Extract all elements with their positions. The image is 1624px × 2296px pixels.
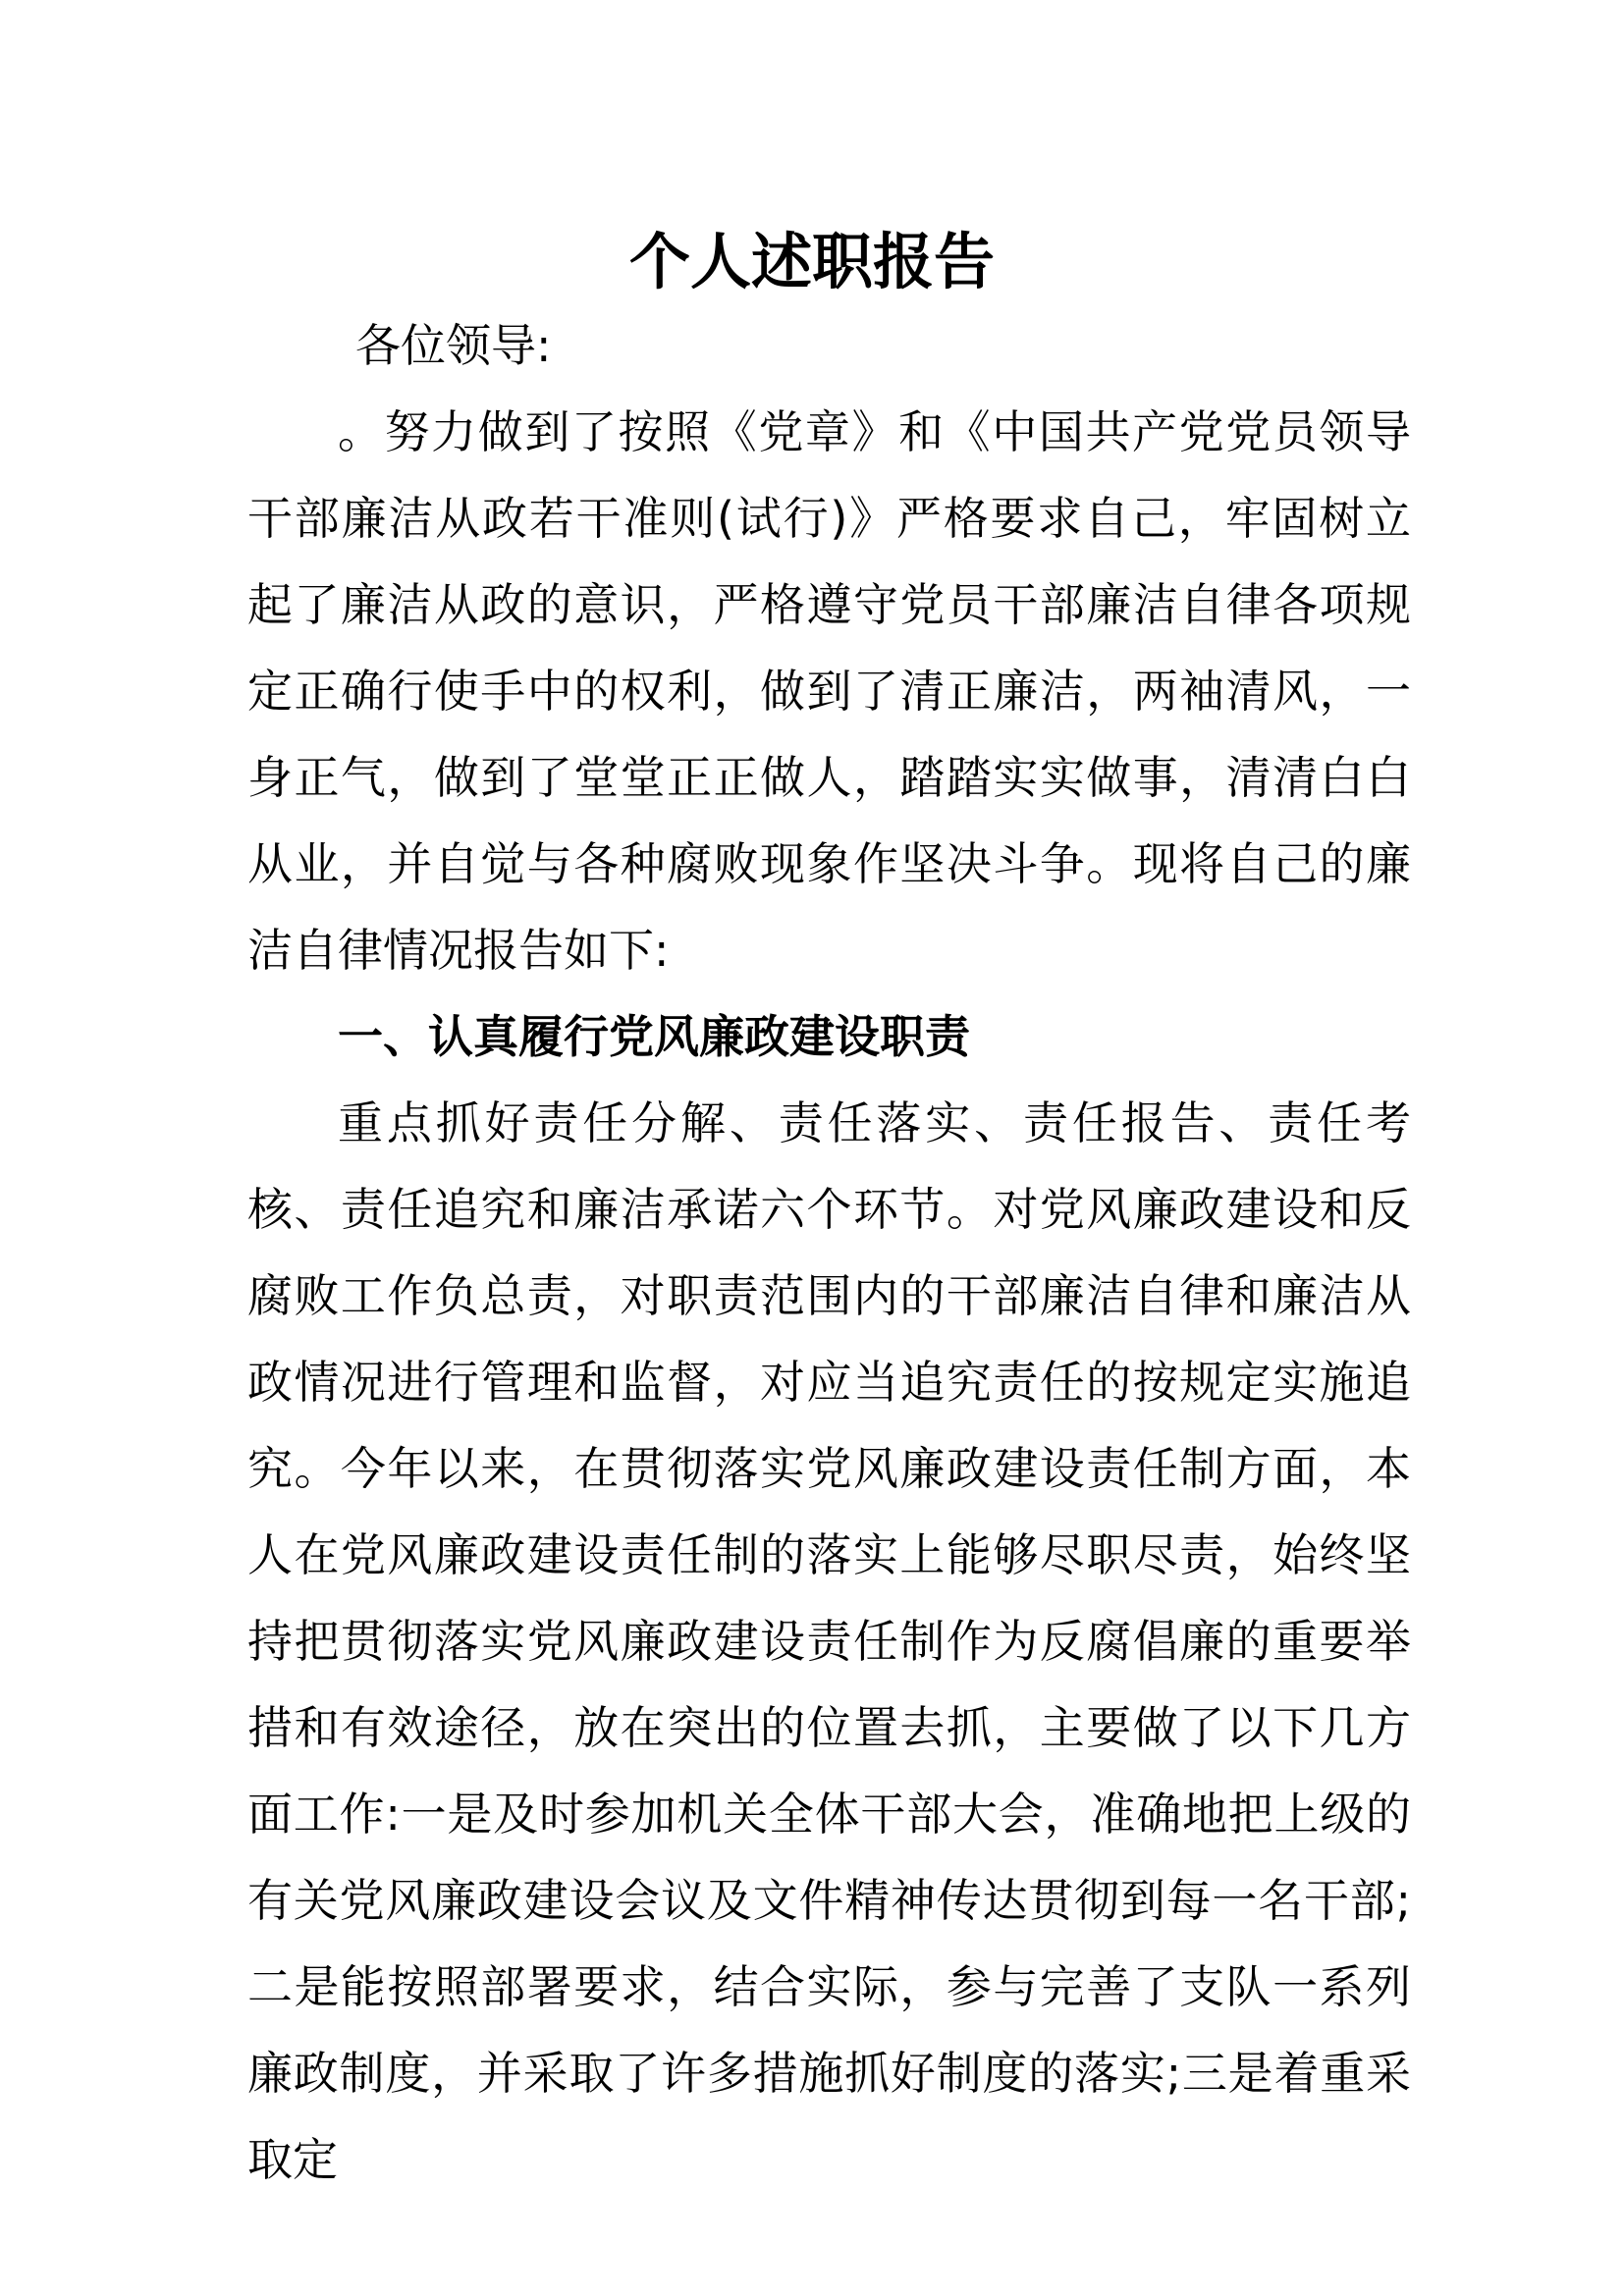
- salutation: 各位领导:: [355, 319, 552, 372]
- document-body: [247, 302, 1411, 2203]
- intro-paragraph: 。努力做到了按照《党章》和《中国共产党党员领导干部廉洁从政若干准则(试行)》严格要求自己，牢固树立起了廉洁从政的意识，严格遵守党员干部廉洁自律各项规定正确行使手中的权利，做到了清正廉洁，两袖清风，一身正气，做到了堂堂正正做人，踏踏实实做事，清清白白从业，并自觉与各种腐败现象作坚决斗争。现将自己的廉洁自律情况报告如下:: [247, 405, 1411, 977]
- document-title: 个人述职报告: [628, 226, 995, 297]
- section-paragraph: 重点抓好责任分解、责任落实、责任报告、责任考核、责任追究和廉洁承诺六个环节。对党风廉政建设和反腐败工作负总责，对职责范围内的干部廉洁自律和廉洁从政情况进行管理和监督，对应当追究责任的按规定实施追究。今年以来，在贯彻落实党风廉政建设责任制方面，本人在党风廉政建设责任制的落实上能够尽职尽责，始终坚持把贯彻落实党风廉政建设责任制作为反腐倡廉的重要举措和有效途径，放在突出的位置去抓，主要做了以下几方面工作:一是及时参加机关全体干部大会，准确地把上级的有关党风廉政建设会议及文件精神传达贯彻到每一名干部;二是能按照部署要求，结合实际，参与完善了支队一系列廉政制度，并采取了许多措施抓好制度的落实;三是着重采取定: [247, 1096, 1411, 2186]
- section-heading: 一、认真履行党风廉政建设职责: [338, 1010, 970, 1063]
